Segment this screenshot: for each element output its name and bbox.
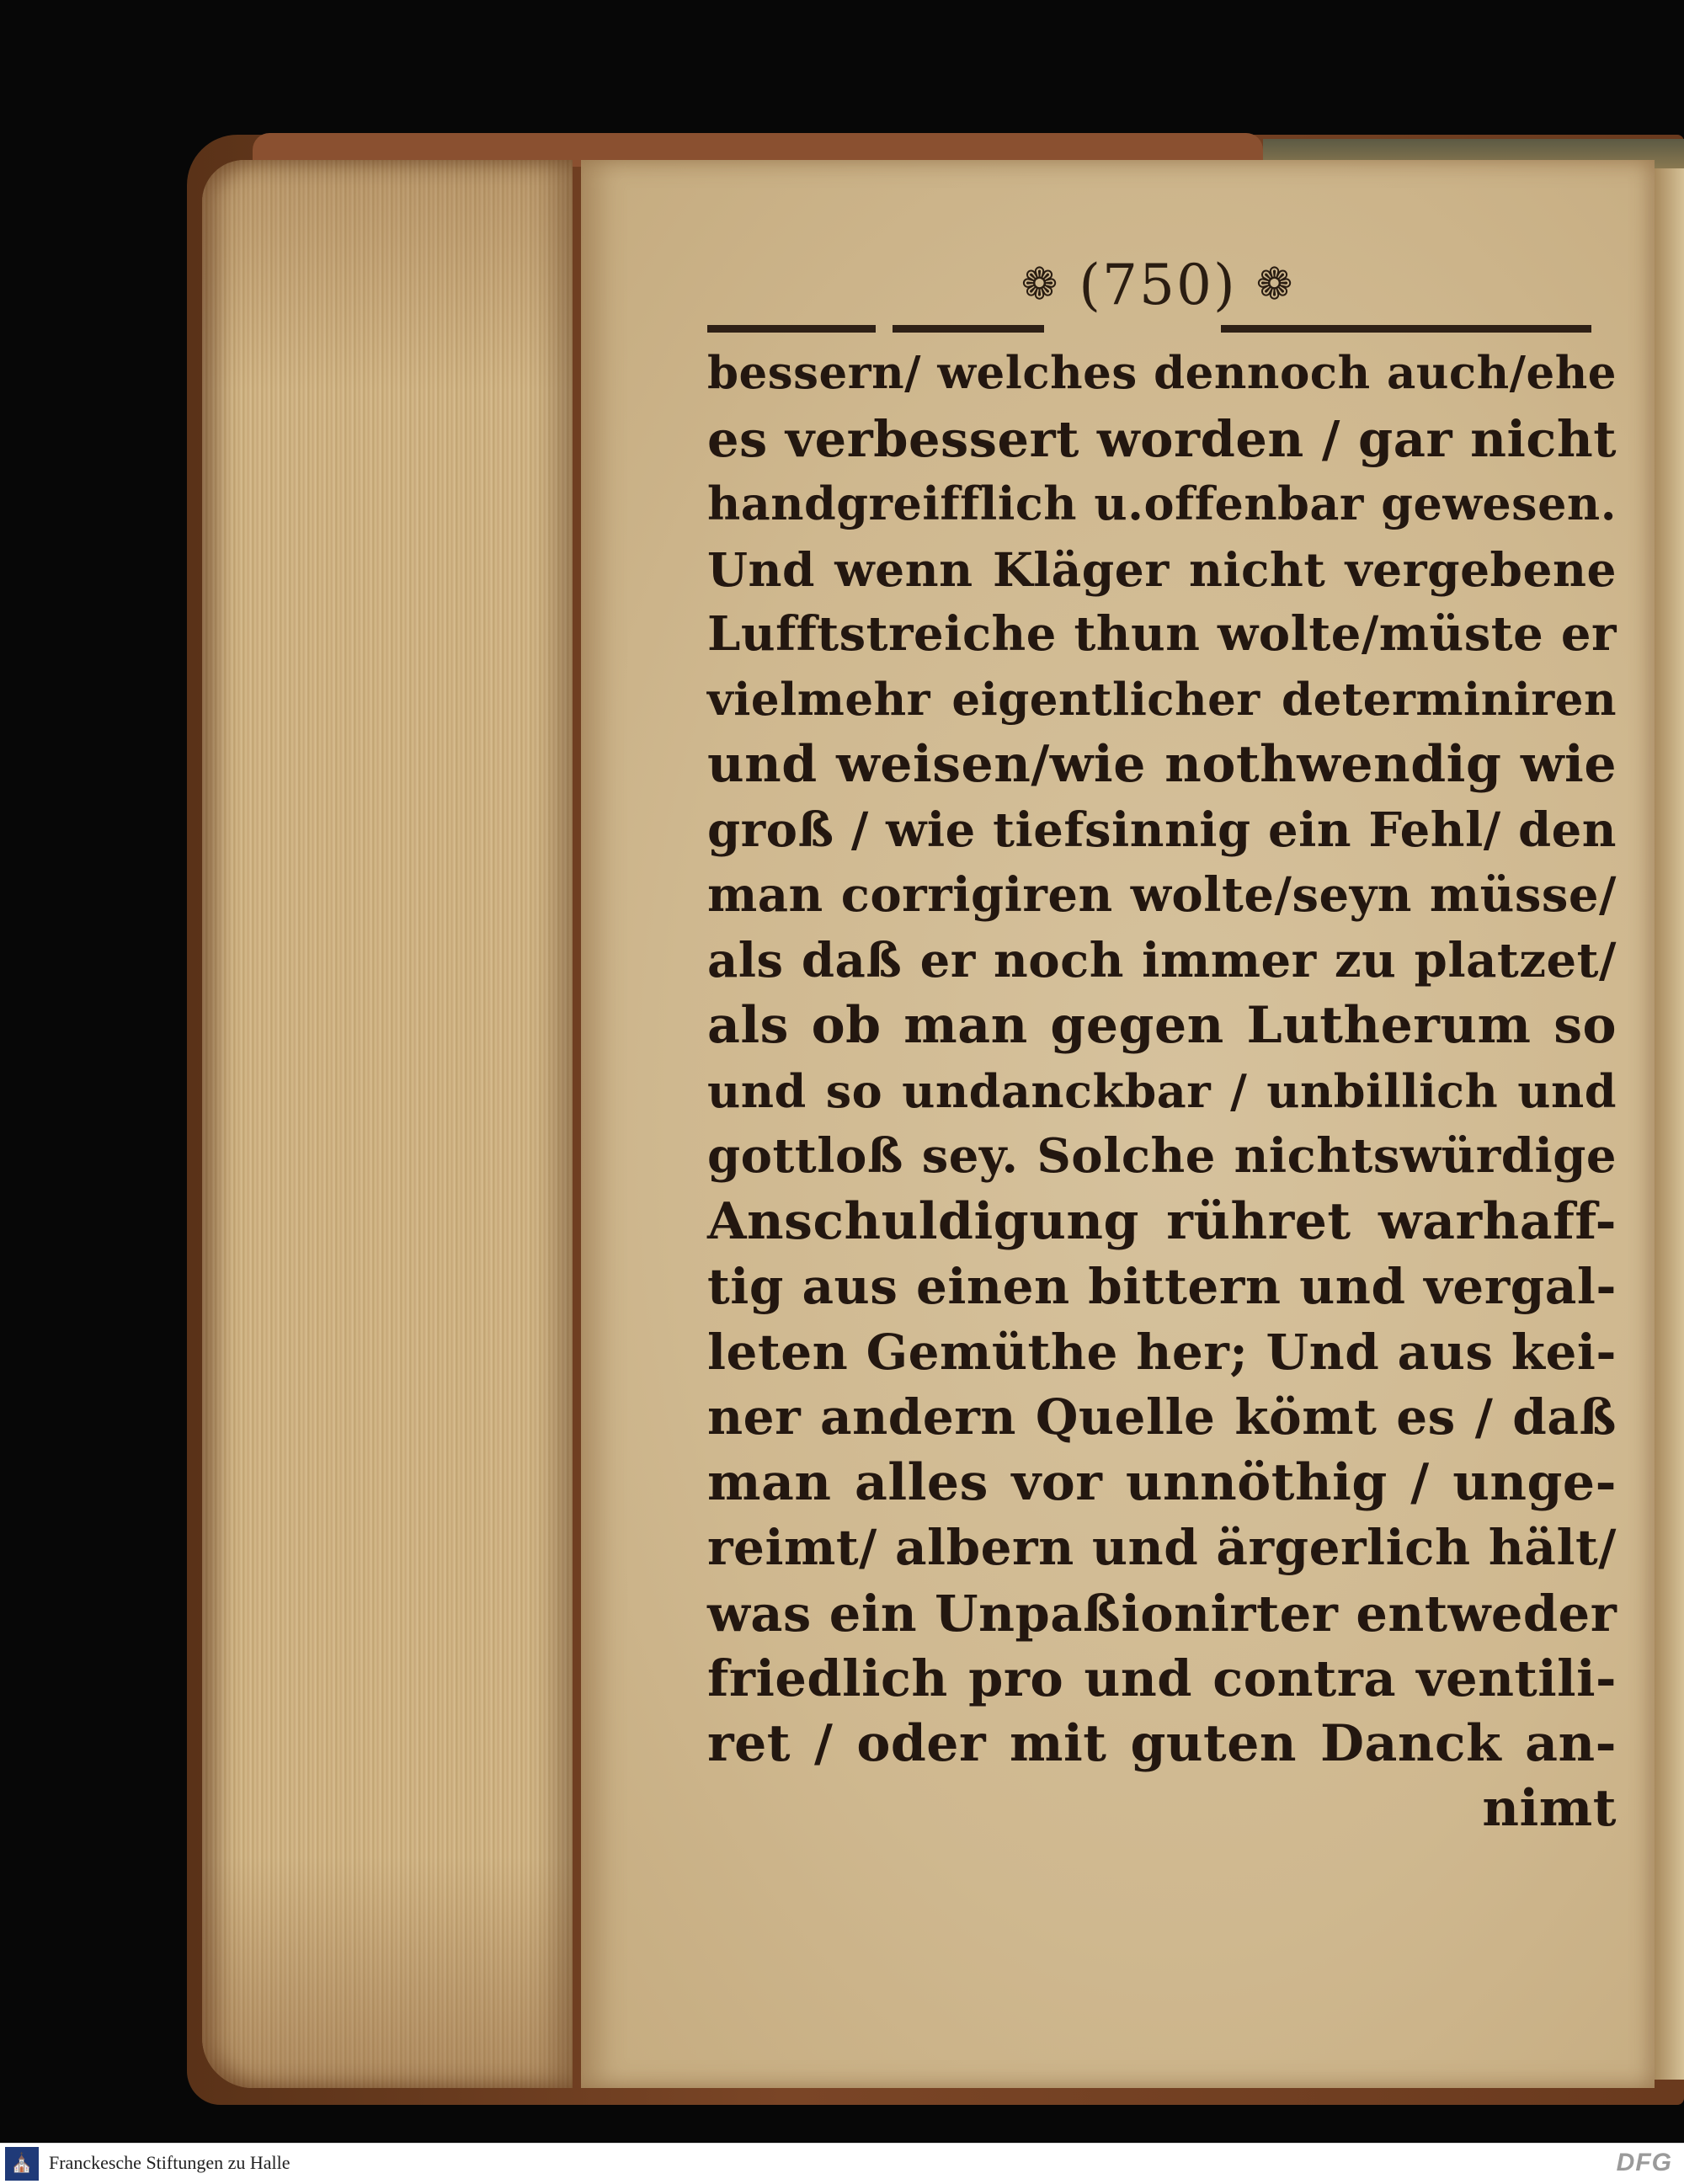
- text-line: groß / wie tiefsinnig ein Fehl/ den: [707, 802, 1617, 858]
- ornament-left-icon: ❁: [1021, 259, 1060, 310]
- dfg-logo: DFG: [1616, 2149, 1672, 2176]
- text-line: man alles vor unnöthig / unge-: [707, 1452, 1617, 1512]
- text-line: friedlich pro und contra ventili-: [707, 1649, 1617, 1707]
- text-line: tig aus einen bittern und vergal-: [707, 1258, 1617, 1315]
- text-line: nimt: [1482, 1779, 1617, 1838]
- text-line: man corrigiren wolte/seyn müsse/: [707, 867, 1617, 923]
- text-line: und weisen/wie nothwendig wie: [707, 735, 1617, 794]
- text-line: leten Gemüthe her; Und aus kei-: [707, 1323, 1617, 1381]
- text-line: Und wenn Kläger nicht vergebene: [707, 541, 1617, 597]
- text-line: und so undanckbar / unbillich und: [707, 1063, 1617, 1118]
- text-line: gottloß sey. Solche nichtswürdige: [707, 1128, 1617, 1184]
- institution-name: Franckesche Stiftungen zu Halle: [49, 2152, 290, 2173]
- page-edges: [202, 160, 573, 2088]
- facing-page-edge: [1655, 168, 1684, 2080]
- institution-logo-icon: ⛪: [5, 2147, 39, 2181]
- page-header: [989, 253, 1326, 317]
- ornament-right-icon: ❁: [1255, 259, 1295, 310]
- viewer-footer: [0, 2143, 1684, 2184]
- text-line: was ein Unpaßionirter entweder: [707, 1584, 1617, 1643]
- header-rule: [707, 325, 876, 333]
- text-line: Anschuldigung rühret warhaff-: [707, 1191, 1617, 1251]
- header-rule: [893, 325, 1044, 333]
- text-line: handgreifflich u.offenbar gewesen.: [707, 477, 1617, 530]
- text-line: Lufftstreiche thun wolte/müste er: [707, 606, 1617, 662]
- header-rule: [1221, 325, 1591, 333]
- text-line: bessern/ welches dennoch auch/ehe: [707, 347, 1617, 399]
- body-text: [707, 341, 1617, 1842]
- text-line: ner andern Quelle kömt es / daß: [707, 1388, 1617, 1446]
- text-line: es verbessert worden / gar nicht: [707, 409, 1617, 468]
- text-line: vielmehr eigentlicher determiniren: [707, 673, 1617, 726]
- text-line: reimt/ albern und ärgerlich hält/: [707, 1519, 1617, 1576]
- text-line: als ob man gegen Lutherum so: [707, 996, 1617, 1055]
- text-line: ret / oder mit guten Danck an-: [707, 1713, 1617, 1773]
- text-line: als daß er noch immer zu platzet/: [707, 932, 1617, 988]
- page-number: (750): [1079, 253, 1237, 317]
